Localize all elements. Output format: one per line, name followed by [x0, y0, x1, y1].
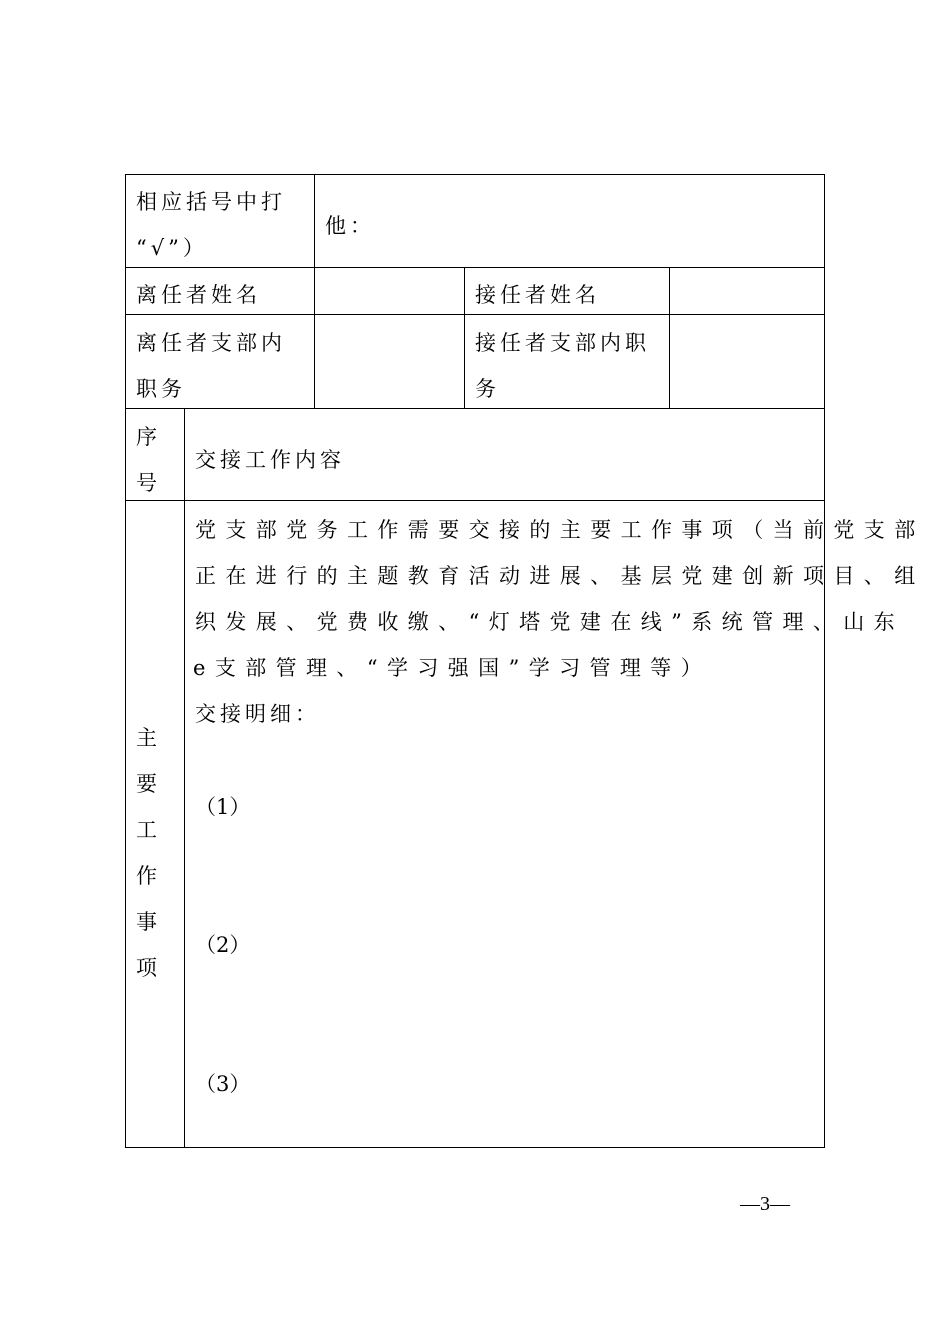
successor-name-field[interactable] — [671, 269, 822, 312]
description-line: 党支部党务工作需要交接的主要工作事项（当前党支部 — [195, 518, 925, 542]
page-number: —3— — [740, 1193, 790, 1215]
other-field[interactable]: 他： — [325, 214, 375, 238]
side-label-char: 项 — [136, 956, 161, 980]
table-border — [824, 174, 825, 1148]
side-label-char: 主 — [136, 726, 161, 750]
column-divider — [184, 408, 185, 1148]
leaver-name-field[interactable] — [316, 269, 462, 312]
content-header: 交接工作内容 — [195, 448, 345, 472]
side-label-char: 事 — [136, 910, 161, 934]
successor-name-label: 接任者姓名 — [475, 283, 600, 307]
detail-item-2[interactable]: （2） — [195, 933, 251, 957]
column-divider — [464, 267, 465, 408]
seq-header: 序 — [136, 425, 161, 449]
detail-item-3[interactable]: （3） — [195, 1072, 251, 1096]
leaver-name-label: 离任者姓名 — [136, 283, 261, 307]
side-label-char: 工 — [136, 818, 161, 842]
description-line: 织发展、党费收缴、“灯塔党建在线”系统管理、山东 — [195, 610, 905, 634]
detail-label: 交接明细： — [195, 702, 320, 726]
column-divider — [669, 267, 670, 408]
check-instruction-label: 相应括号中打 — [136, 190, 286, 214]
side-label-char: 作 — [136, 864, 161, 888]
successor-post-label: 务 — [475, 377, 500, 401]
table-border — [125, 1147, 825, 1148]
row-divider — [125, 267, 825, 268]
successor-post-field[interactable] — [671, 316, 822, 406]
side-label-char: 要 — [136, 772, 161, 796]
description-line: e支部管理、“学习强国”学习管理等） — [193, 656, 712, 680]
leaver-post-label: 离任者支部内 — [136, 331, 286, 355]
successor-post-label: 接任者支部内职 — [475, 331, 650, 355]
table-border — [125, 174, 825, 175]
leaver-post-field[interactable] — [316, 316, 462, 406]
column-divider — [314, 174, 315, 408]
row-divider — [125, 408, 825, 409]
check-instruction-label: “√”） — [136, 236, 208, 260]
row-divider — [125, 500, 825, 501]
table-border — [125, 174, 126, 1148]
seq-header: 号 — [136, 471, 161, 495]
leaver-post-label: 职务 — [136, 377, 186, 401]
detail-item-1[interactable]: （1） — [195, 795, 251, 819]
row-divider — [125, 314, 825, 315]
description-line: 正在进行的主题教育活动进展、基层党建创新项目、组 — [195, 564, 925, 588]
